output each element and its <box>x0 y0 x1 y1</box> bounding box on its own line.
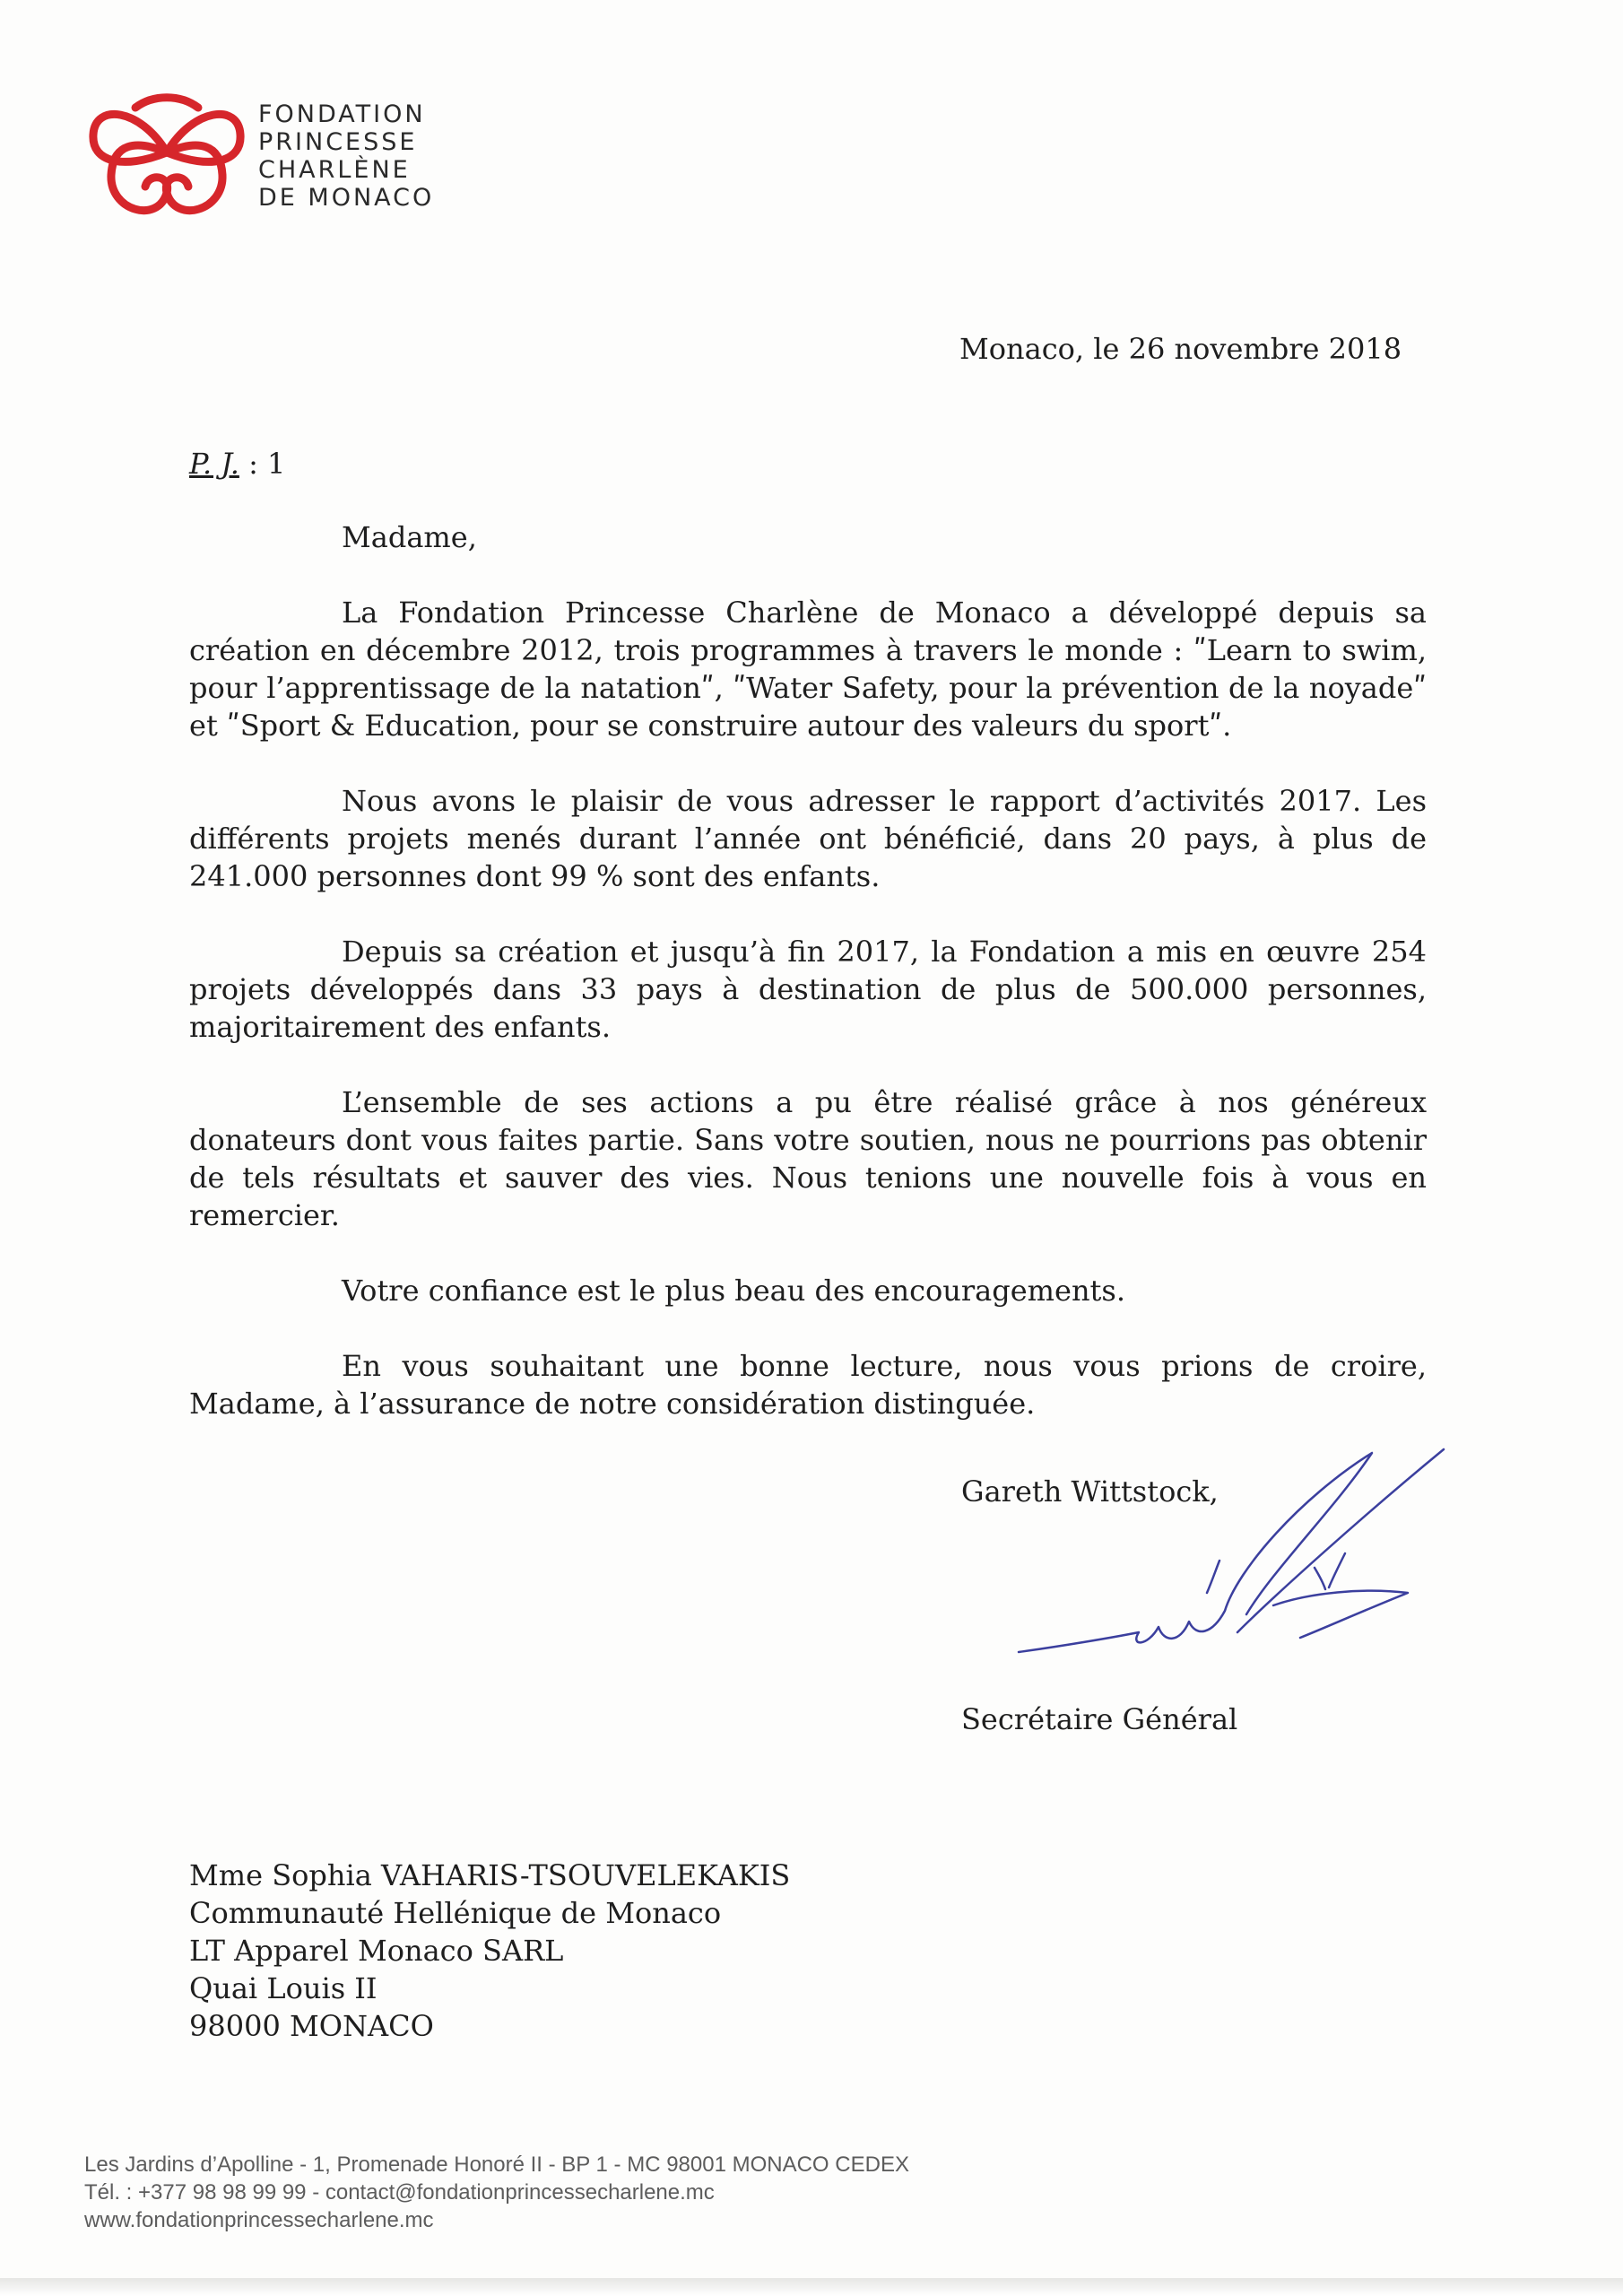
foundation-name-line: FONDATION <box>258 100 426 128</box>
body-paragraph: Depuis sa création et jusqu’à fin 2017, la Fondation a mis en œuvre 254 projets développés dans 33 pays à destination de plus de 500.000 personnes, majoritairement des enfants. <box>189 935 1427 1044</box>
recipient-line: Quai Louis II <box>189 1971 378 2005</box>
recipient-line: LT Apparel Monaco SARL <box>189 1934 564 1968</box>
footer-contact: Tél. : +377 98 98 99 99 - contact@fondationprincessecharlene.mc <box>84 2180 715 2205</box>
foundation-name-line: CHARLÈNE <box>258 156 411 184</box>
recipient-line: 98000 MONACO <box>189 2009 434 2043</box>
attachment-label: P. J. <box>189 447 239 481</box>
handwritten-signature <box>1004 1435 1471 1686</box>
salutation: Madame, <box>342 520 477 554</box>
knot-logo-icon <box>86 90 247 233</box>
page-edge <box>0 2278 1623 2296</box>
letter-body <box>189 518 1427 1460</box>
recipient-line: Communauté Hellénique de Monaco <box>189 1896 722 1930</box>
foundation-logo <box>86 90 472 233</box>
footer-address: Les Jardins d’Apolline - 1, Promenade Honoré II - BP 1 - MC 98001 MONACO CEDEX <box>84 2152 909 2177</box>
body-paragraph: Nous avons le plaisir de vous adresser le rapport d’activités 2017. Les différents projets menés durant l’année ont bénéficié, dans 20 pays, à plus de 241.000 personnes dont 99 % sont des enfants. <box>189 784 1427 893</box>
attachment-note <box>189 447 285 481</box>
signer-title: Secrétaire Général <box>961 1702 1238 1736</box>
signer-name: Gareth Wittstock, <box>961 1474 1219 1509</box>
body-paragraph: L’ensemble de ses actions a pu être réalisé grâce à nos généreux donateurs dont vous faites partie. Sans votre soutien, nous ne pourrions pas obtenir de tels résultats et sauver des vies. Nous tenions une nouvelle fois à vous en remercier. <box>189 1085 1427 1232</box>
letter-date: Monaco, le 26 novembre 2018 <box>959 332 1402 366</box>
body-paragraph: Votre confiance est le plus beau des encouragements. <box>342 1274 1125 1308</box>
recipient-address <box>189 1857 790 2045</box>
foundation-name <box>258 100 434 212</box>
attachment-value: : 1 <box>239 447 286 481</box>
recipient-line: Mme Sophia VAHARIS-TSOUVELEKAKIS <box>189 1858 791 1892</box>
body-paragraph: La Fondation Princesse Charlène de Monaco a développé depuis sa création en décembre 2012, trois programmes à travers le monde : ʺLearn to swim, pour l’apprentissage de la natationʺ, ʺWater Safety, pour la prévention de la noyadeʺ et ʺSport & Education, pour se construire autour des valeurs du sportʺ. <box>189 596 1427 743</box>
letterhead-footer <box>84 2151 909 2234</box>
footer-website: www.fondationprincessecharlene.mc <box>84 2208 434 2232</box>
foundation-name-line: PRINCESSE <box>258 128 418 156</box>
foundation-name-line: DE MONACO <box>258 184 435 212</box>
body-paragraph: En vous souhaitant une bonne lecture, nous vous prions de croire, Madame, à l’assurance de notre considération distinguée. <box>189 1349 1427 1421</box>
